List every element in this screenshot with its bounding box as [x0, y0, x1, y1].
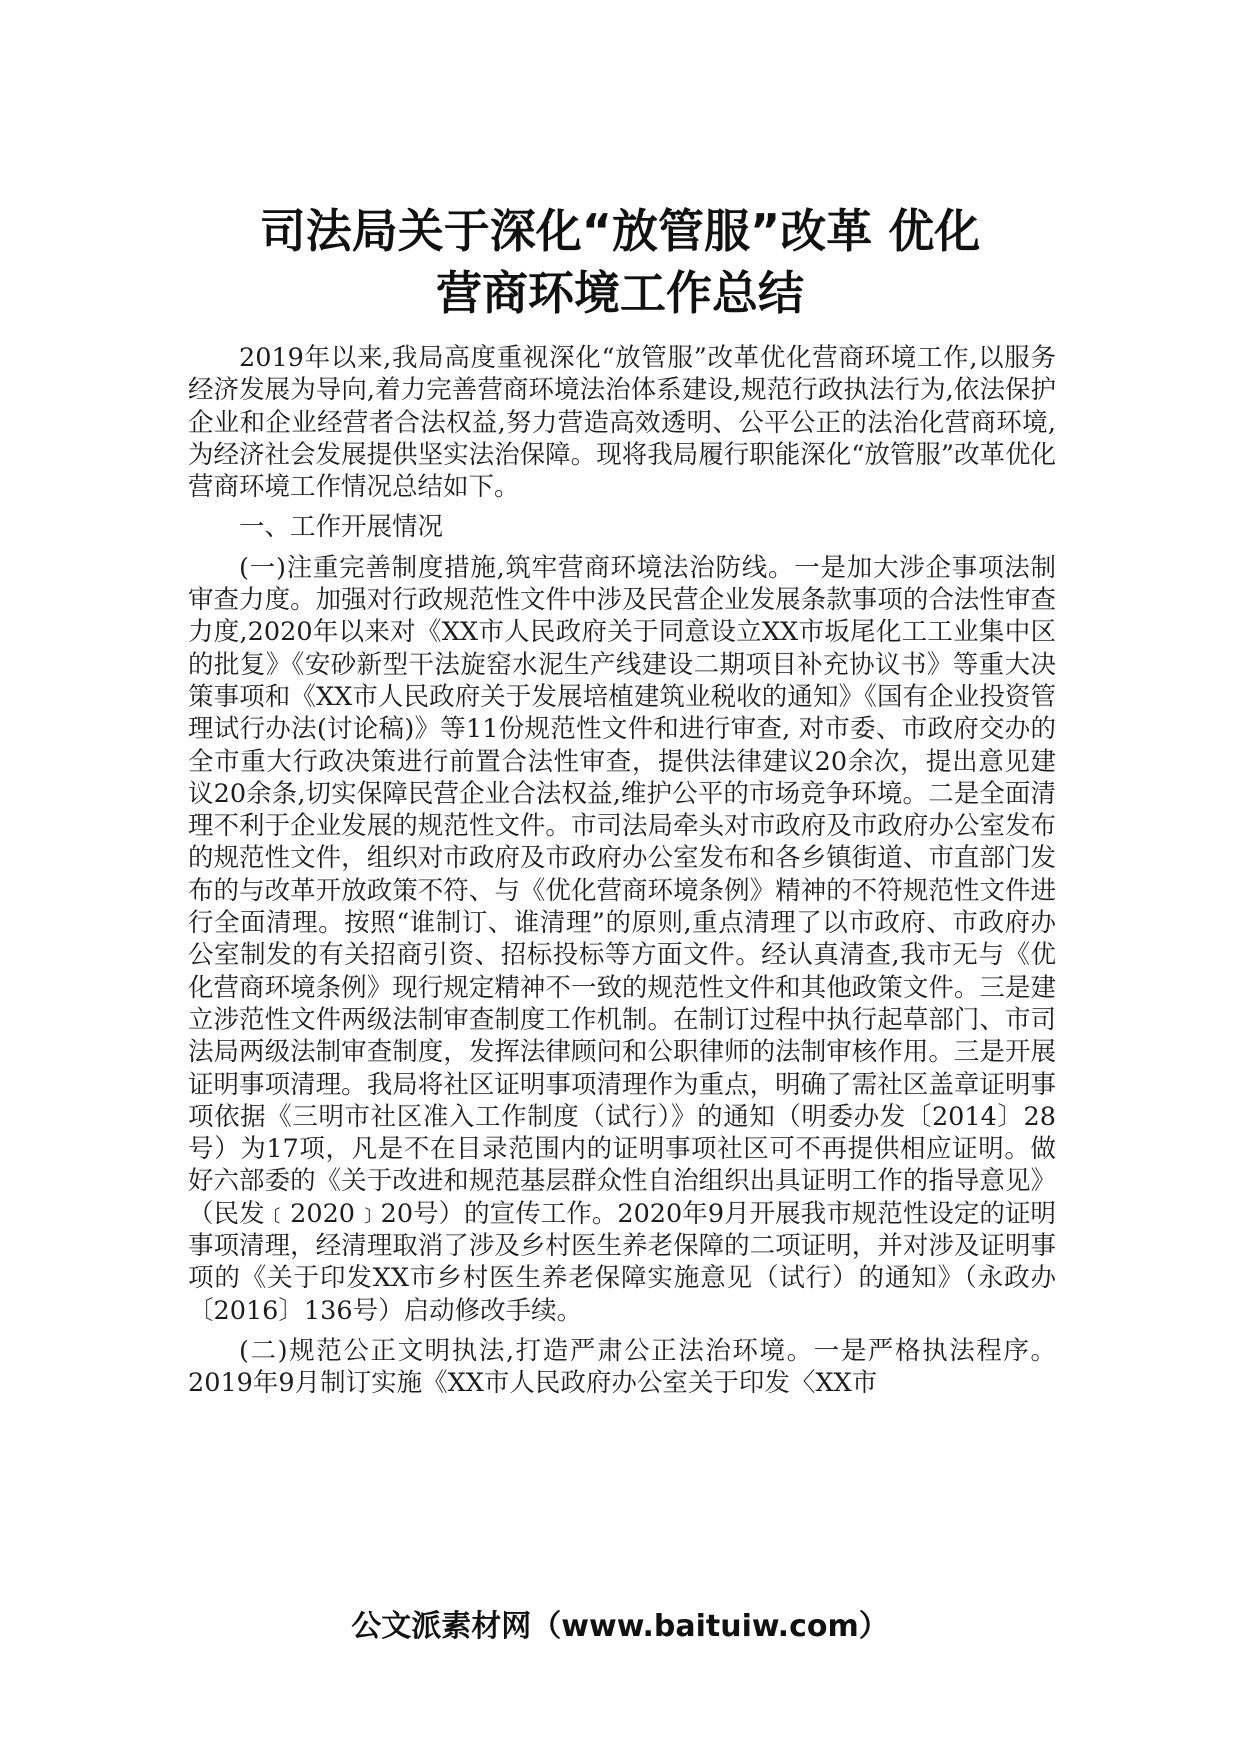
body-paragraph: (二)规范公正文明执法,打造严肃公正法治环境。一是严格执法程序。2019年9月制订实施《XX市人民政府办公室关于印发〈XX市 — [188, 1335, 1056, 1399]
document-body — [188, 342, 1056, 1408]
footer-source-text: 公文派素材网（www.baituiw.com） — [351, 1609, 889, 1644]
intro-paragraph: 2019年以来,我局高度重视深化“放管服”改革优化营商环境工作,以服务经济发展为导向,着力完善营商环境法治体系建设,规范行政执法行为,依法保护企业和企业经营者合法权益,努力营造高效透明、公平公正的法治化营商环境,为经济社会发展提供坚实法治保障。现将我局履行职能深化“放管服”改革优化营商环境工作情况总结如下。 — [188, 343, 1056, 503]
document-title-line-2: 营商环境工作总结 — [436, 266, 804, 320]
body-paragraph: (一)注重完善制度措施,筑牢营商环境法治防线。一是加大涉企事项法制审查力度。加强对行政规范性文件中涉及民营企业发展条款事项的合法性审查力度,2020年以来对《XX市人民政府关于同意设立XX市坂尾化工工业集中区的批复》《安砂新型干法旋窑水泥生产线建设二期项目补充协议书》等重大决策事项和《XX市人民政府关于发展培植建筑业税收的通知》《国有企业投资管理试行办法(讨论稿)》等11份规范性文件和进行审查, 对市委、市政府交办的全市重大行政决策进行前置合法性审查，提供法律建议20余次，提出意见建议20余条,切实保障民营企业合法权益,维护公平的市场竞争环境。二是全面清理不利于企业发展的规范性文件。市司法局牵头对市政府及市政府办公室发布的规范性文件，组织对市政府及市政府办公室发布和各乡镇街道、市直部门发布的与改革开放政策不符、与《优化营商环境条例》精神的不符规范性文件进行全面清理。按照“谁制订、谁清理”的原则,重点清理了以市政府、市政府办公室制发的有关招商引资、招标投标等方面文件。经认真清查,我市无与《优化营商环境条例》现行规定精神不一致的规范性文件和其他政策文件。三是建立涉范性文件两级法制审查制度工作机制。在制订过程中执行起草部门、市司法局两级法制审查制度，发挥法律顾问和公职律师的法制审核作用。三是开展证明事项清理。我局将社区证明事项清理作为重点，明确了需社区盖章证明事项依据《三明市社区准入工作制度（试行）》的通知（明委办发〔2014〕28号）为17项，凡是不在目录范围内的证明事项社区可不再提供相应证明。做好六部委的《关于改进和规范基层群众性自治组织出具证明工作的指导意见》（民发﹝2020﹞20号）的宣传工作。2020年9月开展我市规范性设定的证明事项清理，经清理取消了涉及乡村医生养老保障的二项证明，并对涉及证明事项的《关于印发XX市乡村医生养老保障实施意见（试行）的通知》（永政办〔2016〕136号）启动修改手续。 — [188, 552, 1056, 1326]
document-title-line-1: 司法局关于深化“放管服”改革 优化 — [259, 204, 981, 258]
document-title — [150, 200, 1090, 324]
section-heading: 一、工作开展情况 — [239, 512, 444, 543]
